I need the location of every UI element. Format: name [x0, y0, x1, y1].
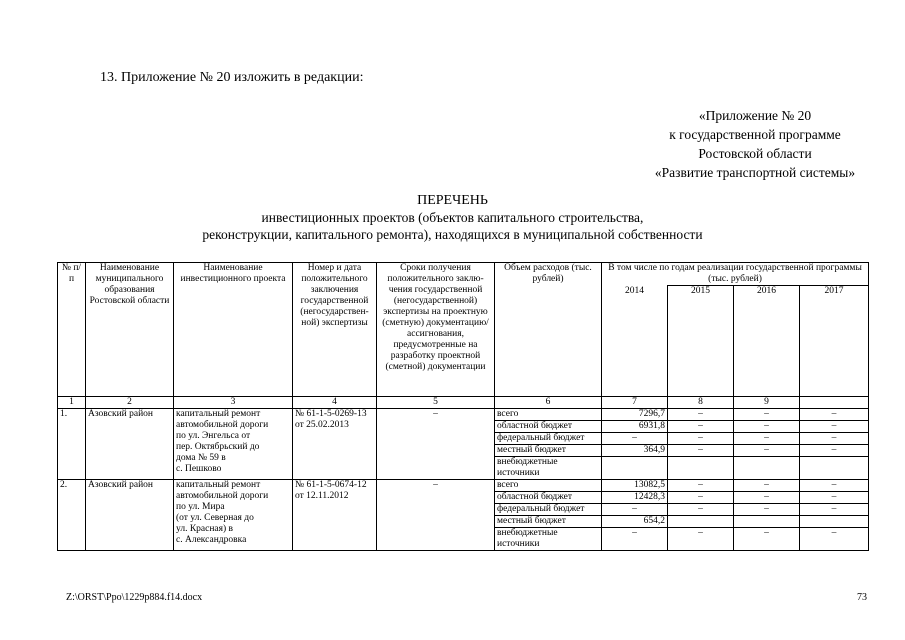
header-year: 2016	[734, 286, 800, 397]
header-year: 2017	[800, 286, 869, 397]
column-number: 3	[174, 397, 293, 409]
source-total	[602, 457, 668, 480]
project-line: капитальный ремонт	[176, 409, 261, 419]
source-name: областной бюджет	[495, 492, 602, 504]
source-2017: –	[800, 445, 869, 457]
project-line: (от ул. Северная до	[176, 513, 254, 523]
header-terms: Сроки получения положительного заклю-чения государственной (негосударственной) экспертизы на проектную (сметную) документацию/ ассигнования, предусмотренные на разработку проектной (сметной) документации	[377, 263, 495, 397]
header-volume: Объем расходов (тыс. рублей)	[495, 263, 602, 397]
table-row	[58, 409, 869, 421]
source-2017	[800, 516, 869, 528]
source-2016: –	[734, 480, 800, 492]
header-municipality: Наименование муниципального образования Ростовской области	[86, 263, 174, 397]
annex-line: Ростовской области	[698, 146, 812, 161]
source-2016: –	[734, 492, 800, 504]
source-2017: –	[800, 433, 869, 445]
source-2016: –	[734, 504, 800, 516]
source-name: всего	[495, 409, 602, 421]
source-total: 13082,5	[602, 480, 668, 492]
title-line: ПЕРЕЧЕНЬ	[417, 193, 488, 208]
source-2015: –	[668, 433, 734, 445]
header-year: 2014	[602, 286, 668, 397]
source-total: –	[602, 528, 668, 551]
source-2015: –	[668, 421, 734, 433]
intro-text: 13. Приложение № 20 изложить в редакции:	[100, 70, 364, 85]
source-2016: –	[734, 421, 800, 433]
row-project	[174, 480, 293, 551]
source-2017: –	[800, 421, 869, 433]
row-municipality: Азовский район	[86, 409, 174, 480]
header-num: № п/п	[58, 263, 86, 397]
row-num: 2.	[58, 480, 86, 551]
source-2015: –	[668, 409, 734, 421]
annex-line: «Приложение № 20	[698, 108, 812, 123]
document-title	[0, 192, 905, 243]
page-number: 73	[857, 592, 867, 603]
project-line: с. Александровка	[176, 535, 247, 545]
column-number: 4	[293, 397, 377, 409]
project-line: автомобильной дороги	[176, 491, 269, 501]
column-number: 1	[58, 397, 86, 409]
source-2015	[668, 516, 734, 528]
source-2016: –	[734, 445, 800, 457]
source-2015: –	[668, 445, 734, 457]
source-total: 364,9	[602, 445, 668, 457]
source-2017: –	[800, 528, 869, 551]
projects-table	[57, 262, 869, 551]
project-line: дома № 59 в	[176, 453, 226, 463]
title-line: реконструкции, капитального ремонта), находящихся в муниципальной собственности	[202, 227, 703, 242]
project-line: автомобильной дороги	[176, 420, 269, 430]
row-expertise: № 61-1-5-0674-12 от 12.11.2012	[293, 480, 377, 551]
source-2017: –	[800, 504, 869, 516]
source-2015: –	[668, 492, 734, 504]
source-2016: –	[734, 528, 800, 551]
column-number: 7	[602, 397, 668, 409]
column-number	[800, 397, 869, 409]
title-line: инвестиционных проектов (объектов капитального строительства,	[261, 210, 644, 225]
row-terms: –	[377, 409, 495, 480]
row-terms: –	[377, 480, 495, 551]
column-number: 2	[86, 397, 174, 409]
source-2016: –	[734, 409, 800, 421]
column-number: 6	[495, 397, 602, 409]
source-2016	[734, 457, 800, 480]
source-name: внебюджетные источники	[495, 457, 602, 480]
source-total: –	[602, 433, 668, 445]
project-line: по ул. Мира	[176, 502, 225, 512]
header-year: 2015	[668, 286, 734, 397]
source-name: местный бюджет	[495, 516, 602, 528]
source-2015: –	[668, 528, 734, 551]
table-row	[58, 480, 869, 492]
source-name: внебюджетные источники	[495, 528, 602, 551]
source-2017	[800, 457, 869, 480]
annex-line: к государственной программе	[669, 127, 841, 142]
header-by-year: В том числе по годам реализации государственной программы (тыс. рублей)	[602, 263, 869, 286]
header-expertise: Номер и дата положительного заключения государственной (негосударствен-ной) экспертизы	[293, 263, 377, 397]
source-total: 7296,7	[602, 409, 668, 421]
project-line: с. Пешково	[176, 464, 222, 474]
source-2015	[668, 457, 734, 480]
annex-line: «Развитие транспортной системы»	[654, 165, 856, 180]
source-2015: –	[668, 480, 734, 492]
column-number: 5	[377, 397, 495, 409]
source-2017: –	[800, 492, 869, 504]
source-total: –	[602, 504, 668, 516]
row-num: 1.	[58, 409, 86, 480]
project-line: пер. Октябрьский до	[176, 442, 260, 452]
source-2015: –	[668, 504, 734, 516]
row-municipality: Азовский район	[86, 480, 174, 551]
column-number: 9	[734, 397, 800, 409]
column-number: 8	[668, 397, 734, 409]
source-total: 654,2	[602, 516, 668, 528]
column-numbers-row	[58, 397, 869, 409]
row-expertise: № 61-1-5-0269-13 от 25.02.2013	[293, 409, 377, 480]
source-2016	[734, 516, 800, 528]
source-name: всего	[495, 480, 602, 492]
header-project: Наименование инвестиционного проекта	[174, 263, 293, 397]
source-name: областной бюджет	[495, 421, 602, 433]
source-2017: –	[800, 409, 869, 421]
file-path: Z:\ORST\Ppo\1229p884.f14.docx	[66, 592, 203, 603]
source-2017: –	[800, 480, 869, 492]
source-name: федеральный бюджет	[495, 504, 602, 516]
source-name: местный бюджет	[495, 445, 602, 457]
project-line: капитальный ремонт	[176, 480, 261, 490]
project-line: ул. Красная) в	[176, 524, 234, 534]
annex-heading	[620, 106, 890, 182]
source-2016: –	[734, 433, 800, 445]
source-total: 12428,3	[602, 492, 668, 504]
project-line: по ул. Энгельса от	[176, 431, 251, 441]
source-name: федеральный бюджет	[495, 433, 602, 445]
source-total: 6931,8	[602, 421, 668, 433]
row-project	[174, 409, 293, 480]
table-header-row	[58, 263, 869, 286]
